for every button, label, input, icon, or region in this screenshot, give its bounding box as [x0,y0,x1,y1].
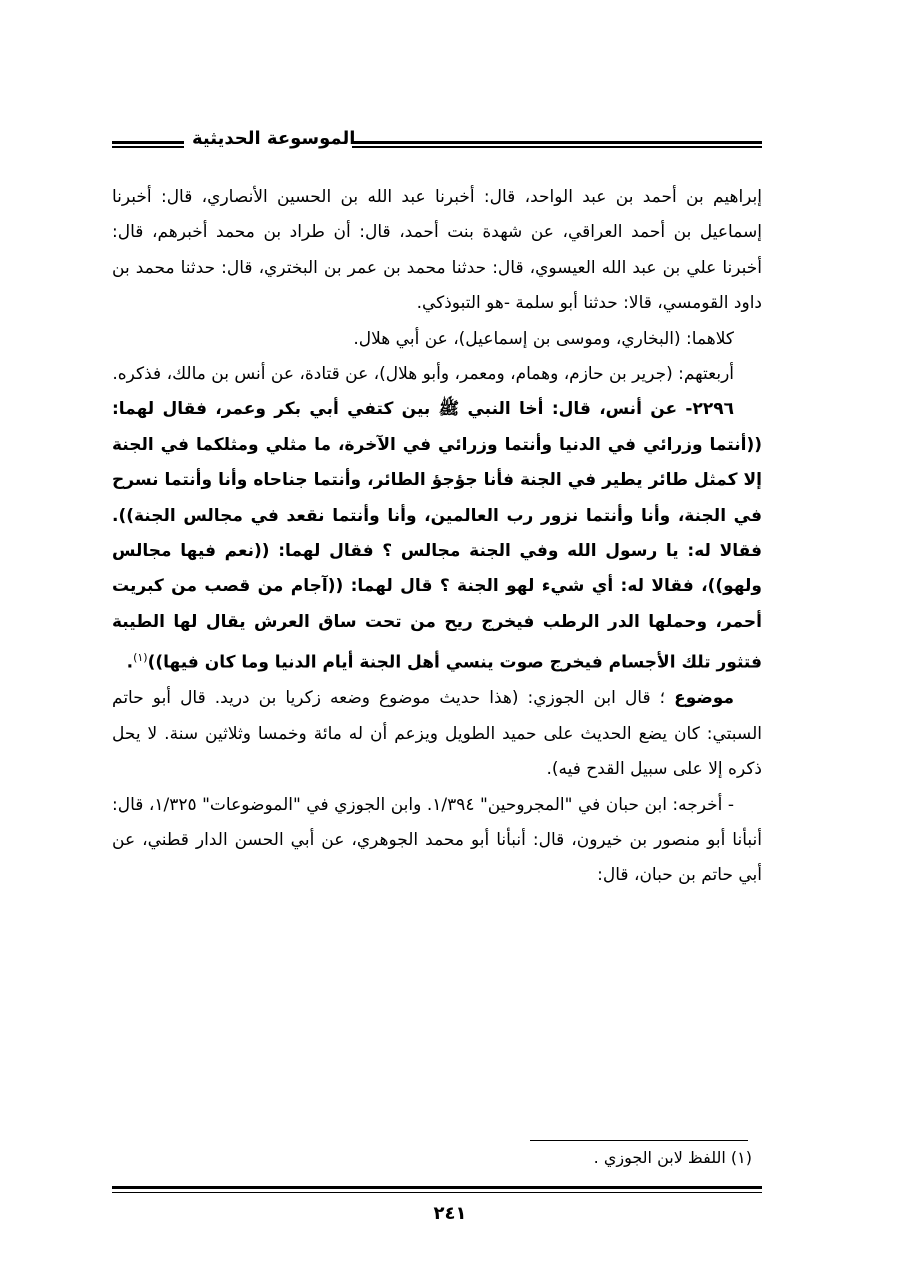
ruling-label: موضوع [674,688,734,709]
page-header [112,128,762,162]
page-body [112,180,762,894]
takhrij-paragraph: - أخرجه: ابن حبان في "المجروحين" ١/٣٩٤. وابن الجوزي في "الموضوعات" ١/٣٢٥، قال: أنبأنا أبو منصور بن خيرون، قال: أنبأنا أبو محمد الجوهري، عن أبي الحسن الدار قطني، عن أبي حاتم بن حبان، قال: [112,794,762,886]
bottom-rule [112,1186,762,1193]
footnote: (١) اللفظ لابن الجوزي . [593,1148,752,1167]
footnote-ref[interactable]: (١) [133,651,148,665]
page-number: ٢٤١ [433,1203,467,1224]
footnote-separator [530,1140,748,1141]
isnad-paragraph: إبراهيم بن أحمد بن عبد الواحد، قال: أخبرنا عبد الله بن الحسين الأنصاري، قال: أخبرنا إسماعيل بن أحمد العراقي، عن شهدة بنت أحمد، قال: أن طراد بن محمد أخبرهم، قال: أخبرنا علي بن عبد الله العيسوي، قال: حدثنا محمد بن عمر بن البختري، قال: حدثنا محمد بن داود القومسي، قالا: حدثنا أبو سلمة -هو التبوذكي. [112,187,762,314]
kilahuma-paragraph: كلاهما: (البخاري، وموسى بن إسماعيل)، عن أبي هلال. [353,328,734,349]
ruling-text: ؛ قال ابن الجوزي: (هذا حديث موضوع وضعه زكريا بن دريد. قال أبو حاتم السبتي: كان يضع الحديث على حميد الطويل ويزعم أن له مائة وخمسا وثلاثين سنة. لا يحل ذكره إلا على سبيل القدح فيه). [112,688,762,780]
header-rule-left [112,141,184,148]
hadith-end: . [126,652,134,673]
arbaatuhum-paragraph: أربعتهم: (جرير بن حازم، وهمام، ومعمر، وأبو هلال)، عن قتادة، عن أنس بن مالك، فذكره. [112,364,734,385]
page-title: الموسوعة الحديثية [192,128,356,149]
ruling-paragraph [112,681,762,787]
header-rule-right [352,141,762,148]
hadith-paragraph [112,392,762,681]
hadith-text: ٢٢٩٦- عن أنس، قال: أخا النبي ﷺ بين كتفي أبي بكر وعمر، فقال لهما: ((أنتما وزرائي في الدنيا وأنتما وزرائي في الآخرة، ما مثلي ومثلكما في الجنة إلا كمثل طائر يطير في الجنة فأنا جؤجؤ الطائر، وأنتما جناحاه وأنا وأنتما نسرح في الجنة، وأنا وأنتما نزور رب العالمين، وأنا وأنتما نقعد في مجالس الجنة)). فقالا له: يا رسول الله وفي الجنة مجالس ؟ فقال لهما: ((نعم فيها مجالس ولهو))، فقالا له: أي شيء لهو الجنة ؟ قال لهما: ((آجام من قصب من كبريت أحمر، وحملها الدر الرطب فيخرج ريح من تحت ساق العرش يقال لها الطيبة فتثور تلك الأجسام فيخرج صوت ينسي أهل الجنة أيام الدنيا وما كان فيها)) [112,399,762,673]
